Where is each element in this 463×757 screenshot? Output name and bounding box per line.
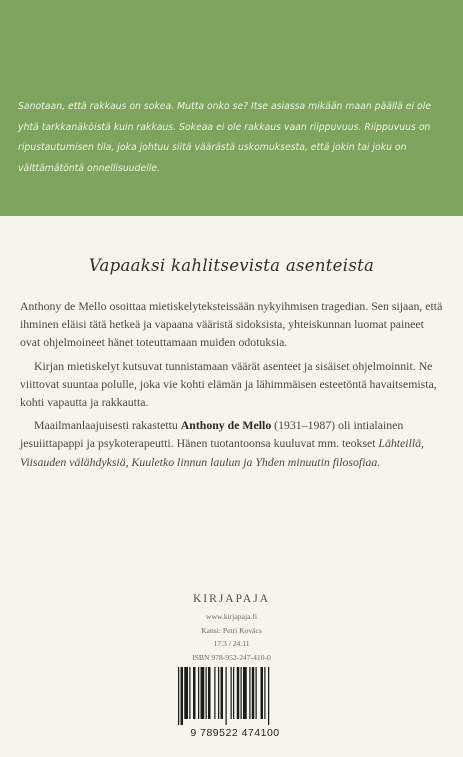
imprint-block xyxy=(0,593,463,664)
blurb-paragraph-2: Kirjan mietiskelyt kutsuvat tunnistamaan väärät asenteet ja sisäiset ohjelmoinnit. Ne viittovat suuntaa polulle, joka vie kohti elämän ja lähimmäisen esteetöntä havaitsemista, kohti vapautta ja rakkautta. xyxy=(20,358,437,410)
barcode-bars xyxy=(170,667,300,727)
publisher-name: KIRJAPAJA xyxy=(192,593,270,605)
isbn: ISBN 978-952-247-410-0 xyxy=(192,652,271,662)
barcode-number: 9 789522 474100 xyxy=(190,727,280,739)
author-name: Anthony de Mello xyxy=(180,418,272,433)
bio-works: Lähteillä, Viisauden välähdyksiä, Kuuletko linnun laulun ja Yhden minuutin filosofiaa. xyxy=(20,436,424,469)
classification: 17.3 / 24.11 xyxy=(213,639,250,649)
cover-color-band xyxy=(0,0,463,216)
blurb-paragraph-1: Anthony de Mello osoittaa mietiskelyteksteissään nykyihmisen tragedian. Sen sijaan, että ihminen eläisi tätä hetkeä ja vapaana vääristä sidoksista, yhteiskunnan luomat paineet ovat ohjelmoineet hänet toteuttamaan muiden odotuksia. xyxy=(20,299,443,350)
cover-credit: Kansi: Petri Kovács xyxy=(201,625,262,635)
bio-intro: Maailmanlaajuisesti rakastettu xyxy=(34,418,181,433)
back-cover-quote: Sanotaan, että rakkaus on sokea. Mutta onko se? Itse asiassa mikään maan päällä ei ole yhtä tarkkanäköistä kuin rakkaus. Sokeaa ei ole rakkaus vaan riippuvuus. Riippuvuus on ripustautumisen tila, joka johtuu siitä väärästä uskomuksesta, että jokin tai joku on välttämätöntä onnellisuudelle. xyxy=(18,101,432,174)
publisher-website: www.kirjapaja.fi xyxy=(206,612,257,621)
author-bio-paragraph xyxy=(20,416,445,471)
bio-main: (1931–1987) oli intialainen jesuiittapappi ja psykoterapeutti. Hänen tuotantoonsa kuuluvat mm. teokset xyxy=(20,418,404,451)
blurb-text xyxy=(20,297,445,476)
book-subtitle: Vapaaksi kahlitsevista asenteista xyxy=(88,256,375,275)
